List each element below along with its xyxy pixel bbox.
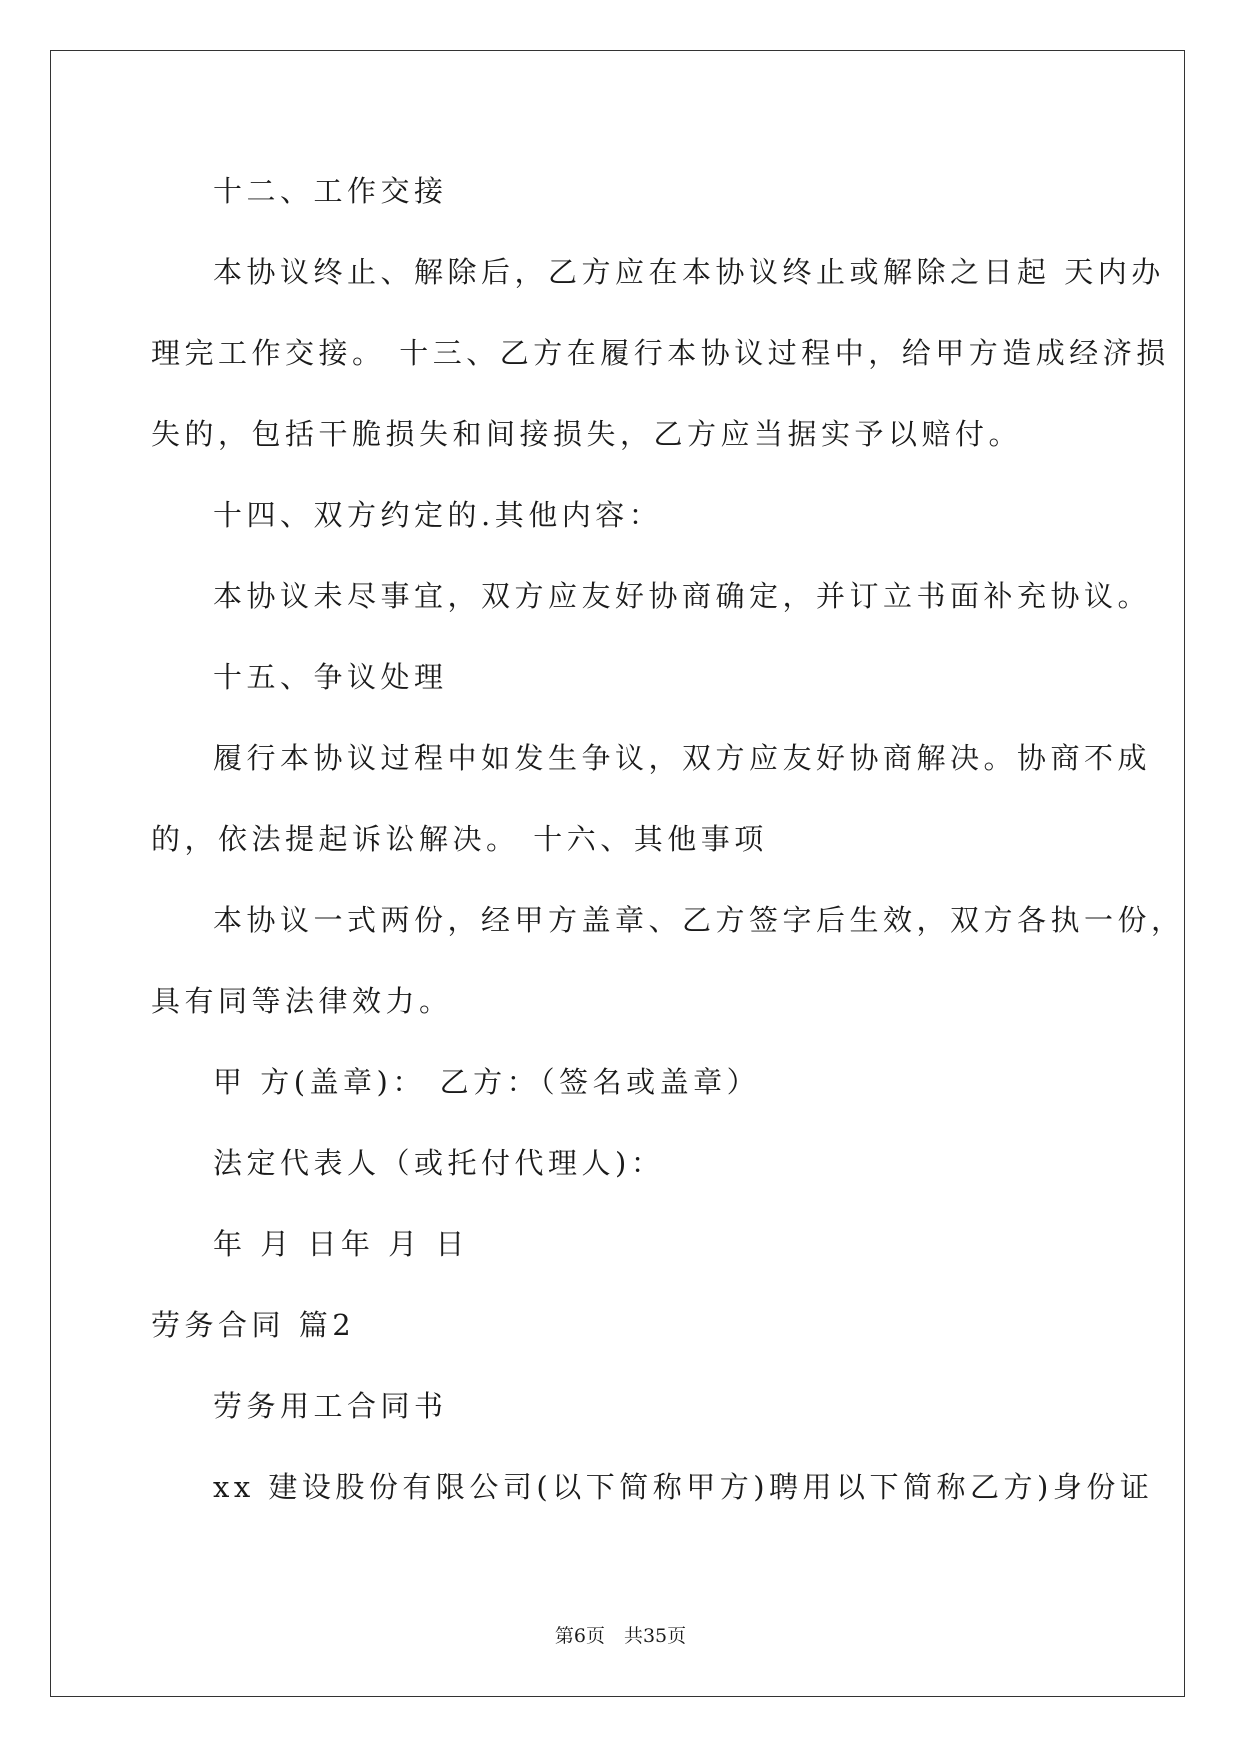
paragraph-line: 本协议终止、解除后，乙方应在本协议终止或解除之日起 天内办 <box>213 255 1165 289</box>
paragraph-line: 本协议未尽事宜，双方应友好协商确定，并订立书面补充协议。 <box>213 579 1152 613</box>
signature-line: 甲 方(盖章)： 乙方：（签名或盖章） <box>213 1065 761 1099</box>
paragraph-line: 理完工作交接。 十三、乙方在履行本协议过程中，给甲方造成经济损 <box>151 336 1170 370</box>
paragraph-line: 履行本协议过程中如发生争议，双方应友好协商解决。协商不成 <box>213 741 1152 775</box>
paragraph-line: 具有同等法律效力。 <box>151 984 453 1018</box>
section-heading-14: 十四、双方约定的.其他内容： <box>213 498 663 532</box>
section-heading-12: 十二、工作交接 <box>213 174 448 208</box>
paragraph-line: 的，依法提起诉讼解决。 十六、其他事项 <box>151 822 768 856</box>
paragraph-line: xx 建设股份有限公司(以下简称甲方)聘用以下简称乙方)身份证 <box>213 1470 1154 1504</box>
paragraph-line: 本协议一式两份，经甲方盖章、乙方签字后生效，双方各执一份， <box>213 903 1185 937</box>
paragraph-line: 失的，包括干脆损失和间接损失，乙方应当据实予以赔付。 <box>151 417 1023 451</box>
date-line: 年 月 日年 月 日 <box>213 1227 469 1261</box>
contract-title: 劳务用工合同书 <box>213 1389 448 1423</box>
document-section-title: 劳务合同 篇2 <box>151 1308 356 1342</box>
page-border <box>50 50 1185 1697</box>
representative-line: 法定代表人（或托付代理人)： <box>213 1146 665 1180</box>
page-number: 第6页 共35页 <box>554 1625 687 1647</box>
section-heading-15: 十五、争议处理 <box>213 660 448 694</box>
